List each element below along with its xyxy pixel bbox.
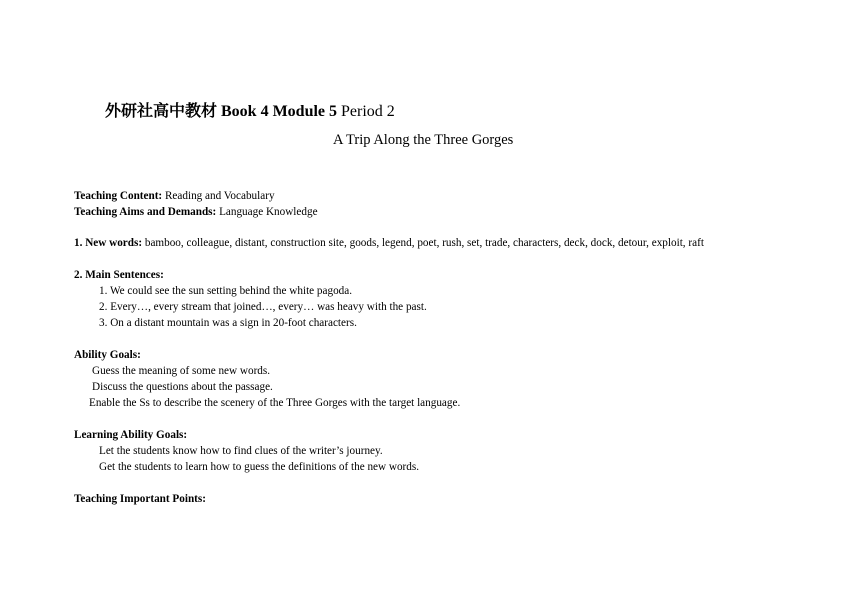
ability-goal-item: Guess the meaning of some new words. (92, 365, 271, 377)
important-points-heading (74, 492, 206, 506)
teaching-content-line (74, 189, 275, 203)
teaching-content-value: Reading and Vocabulary (162, 190, 275, 202)
new-words-value: bamboo, colleague, distant, construction site, goods, legend, poet, rush, set, trade, characters, deck, dock, detour, exploit, raft (142, 237, 704, 249)
teaching-content-label: Teaching Content: (74, 190, 163, 202)
ability-goal-item: Enable the Ss to describe the scenery of the Three Gorges with the target language. (89, 397, 461, 409)
important-points-label: Teaching Important Points: (74, 493, 206, 505)
title-period: Period 2 (337, 103, 395, 120)
new-words-line (74, 236, 704, 250)
lesson-subtitle: A Trip Along the Three Gorges (333, 132, 514, 148)
ability-goals-heading (74, 348, 141, 362)
main-sentence-item: 2. Every…, every stream that joined…, every… was heavy with the past. (99, 301, 427, 313)
teaching-aims-label: Teaching Aims and Demands: (74, 206, 217, 218)
teaching-aims-value: Language Knowledge (216, 206, 318, 218)
teaching-aims-line (74, 205, 318, 219)
main-sentences-heading (74, 268, 164, 282)
main-sentence-item: 3. On a distant mountain was a sign in 20-foot characters. (99, 317, 357, 329)
learning-goal-item: Get the students to learn how to guess the definitions of the new words. (99, 461, 420, 473)
main-sentences-label: 2. Main Sentences: (74, 269, 164, 281)
learning-ability-goals-heading (74, 428, 187, 442)
main-sentence-item: 1. We could see the sun setting behind the white pagoda. (99, 285, 353, 297)
ability-goals-label: Ability Goals: (74, 349, 141, 361)
new-words-label: 1. New words: (74, 237, 143, 249)
learning-goal-item: Let the students know how to find clues of the writer’s journey. (99, 445, 383, 457)
title-bold: 外研社高中教材 Book 4 Module 5 (105, 103, 338, 120)
ability-goal-item: Discuss the questions about the passage. (92, 381, 273, 393)
learning-ability-goals-label: Learning Ability Goals: (74, 429, 188, 441)
document-title (105, 98, 395, 121)
